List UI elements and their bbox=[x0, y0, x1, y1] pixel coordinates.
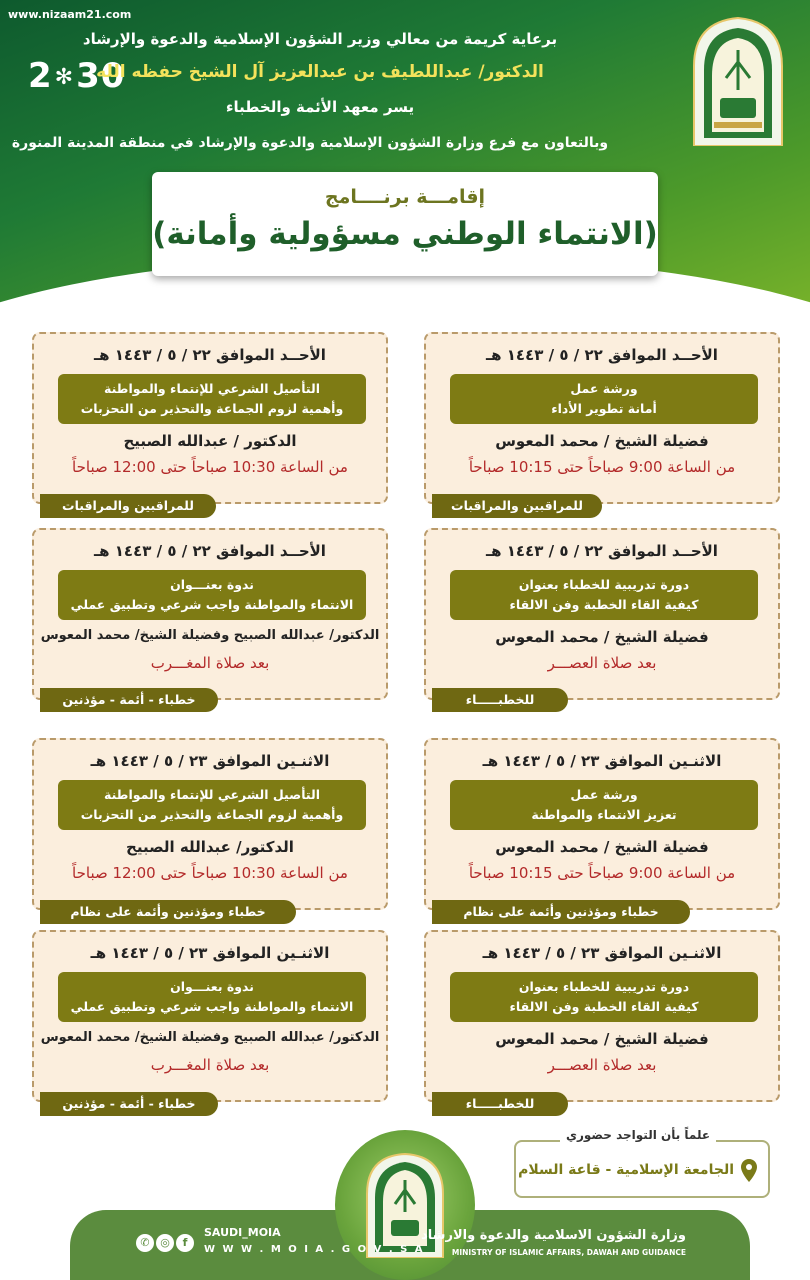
event-time: من الساعة 9:00 صباحاً حتى 10:15 صباحاً bbox=[468, 864, 736, 882]
social-handle[interactable]: SAUDI_MOIA bbox=[204, 1226, 281, 1239]
vision-2030-emblem: ✻ bbox=[54, 65, 75, 90]
event-date: الاثنـين الموافق ٢٣ / ٥ / ١٤٤٣ هـ bbox=[482, 752, 722, 770]
event-topic-line: وأهمية لزوم الجماعة والتحذير من التحزبات bbox=[80, 401, 344, 416]
event-date: الاثنـين الموافق ٢٣ / ٥ / ١٤٤٣ هـ bbox=[90, 752, 330, 770]
minister-name: الدكتور/ عبداللطيف بن عبدالعزيز آل الشيخ حفظه الله bbox=[96, 62, 544, 82]
event-topic bbox=[450, 570, 758, 620]
event-presenter: الدكتور / عبدالله الصبيح bbox=[123, 432, 297, 450]
location-text: الجامعة الإسلامية - قاعة السلام bbox=[518, 1162, 734, 1178]
ministry-name-en: MINISTRY OF ISLAMIC AFFAIRS, DAWAH AND GUIDANCE bbox=[451, 1248, 686, 1257]
audience-tag: خطباء ومؤذنين وأئمة على نظام bbox=[432, 900, 690, 924]
event-time: بعد صلاة المغـــرب bbox=[150, 654, 270, 672]
event-topic-line: كيفية القاء الخطبة وفن الالقاء bbox=[509, 999, 699, 1014]
event-card bbox=[424, 332, 780, 504]
event-date: الأحــد الموافق ٢٢ / ٥ / ١٤٤٣ هـ bbox=[94, 346, 326, 364]
event-presenter: فضيلة الشيخ / محمد المعوس bbox=[495, 432, 709, 450]
program-title: (الانتماء الوطني مسؤولية وأمانة) bbox=[152, 216, 658, 252]
event-presenter: الدكتور/ عبدالله الصبيح وفضيلة الشيخ/ محمد المعوس bbox=[40, 628, 380, 643]
event-topic-line: أمانة تطوير الأداء bbox=[551, 401, 657, 416]
event-topic bbox=[58, 780, 366, 830]
institute-line: يسر معهد الأئمة والخطباء bbox=[225, 98, 415, 116]
facebook-icon[interactable]: f bbox=[176, 1234, 194, 1252]
audience-tag: للخطبـــــاء bbox=[432, 688, 568, 712]
event-topic-line: كيفية القاء الخطبة وفن الالقاء bbox=[509, 597, 699, 612]
event-presenter: الدكتور/ عبدالله الصبيح وفضيلة الشيخ/ محمد المعوس bbox=[40, 1030, 380, 1045]
event-topic-line: ورشة عمل bbox=[570, 381, 638, 396]
event-presenter: فضيلة الشيخ / محمد المعوس bbox=[495, 838, 709, 856]
location-box bbox=[514, 1140, 770, 1198]
audience-tag: خطباء ومؤذنين وأئمة على نظام bbox=[40, 900, 296, 924]
vision-2030-right: 30 bbox=[76, 56, 126, 96]
event-topic-line: وأهمية لزوم الجماعة والتحذير من التحزبات bbox=[80, 807, 344, 822]
audience-tag: خطباء - أئمة - مؤذنين bbox=[40, 688, 218, 712]
event-card bbox=[32, 528, 388, 700]
event-topic bbox=[58, 972, 366, 1022]
patronage-line: برعاية كريمة من معالي وزير الشؤون الإسلامية والدعوة والإرشاد bbox=[82, 30, 558, 48]
audience-tag: للخطبـــــاء bbox=[432, 1092, 568, 1116]
audience-tag: للمراقبين والمراقبات bbox=[40, 494, 216, 518]
event-topic bbox=[450, 374, 758, 424]
event-date: الاثنـين الموافق ٢٣ / ٥ / ١٤٤٣ هـ bbox=[90, 944, 330, 962]
event-topic-line: دورة تدريبية للخطباء بعنوان bbox=[518, 577, 690, 592]
event-topic-line: ندوة بعنـــوان bbox=[170, 979, 254, 994]
event-date: الأحــد الموافق ٢٢ / ٥ / ١٤٤٣ هـ bbox=[486, 542, 718, 560]
event-time: من الساعة 9:00 صباحاً حتى 10:15 صباحاً bbox=[468, 458, 736, 476]
event-topic-line: التأصيل الشرعي للإنتماء والمواطنة bbox=[104, 381, 320, 396]
event-date: الأحــد الموافق ٢٢ / ٥ / ١٤٤٣ هـ bbox=[486, 346, 718, 364]
event-presenter: الدكتور/ عبدالله الصبيح bbox=[126, 838, 294, 856]
whatsapp-icon[interactable]: ✆ bbox=[136, 1234, 154, 1252]
event-time: بعد صلاة المغـــرب bbox=[150, 1056, 270, 1074]
event-card bbox=[32, 332, 388, 504]
event-date: الأحــد الموافق ٢٢ / ٥ / ١٤٤٣ هـ bbox=[94, 542, 326, 560]
instagram-icon[interactable]: ◎ bbox=[156, 1234, 174, 1252]
event-topic bbox=[58, 570, 366, 620]
event-topic-line: تعزيز الانتماء والمواطنة bbox=[531, 807, 677, 822]
event-time: بعد صلاة العصـــر bbox=[547, 1056, 657, 1074]
event-topic-line: الانتماء والمواطنة واجب شرعي وتطبيق عملي bbox=[70, 999, 354, 1014]
cooperation-line: وبالتعاون مع فرع وزارة الشؤون الإسلامية والدعوة والإرشاد في منطقة المدينة المنورة bbox=[11, 135, 609, 151]
event-topic-line: التأصيل الشرعي للإنتماء والمواطنة bbox=[104, 787, 320, 802]
location-pin-icon bbox=[740, 1158, 758, 1184]
audience-tag: للمراقبين والمراقبات bbox=[432, 494, 602, 518]
event-time: من الساعة 10:30 صباحاً حتى 12:00 صباحاً bbox=[72, 458, 348, 476]
event-card bbox=[424, 738, 780, 910]
event-topic-line: الانتماء والمواطنة واجب شرعي وتطبيق عملي bbox=[70, 597, 354, 612]
event-card bbox=[424, 930, 780, 1102]
ministry-name-ar: وزارة الشؤون الاسلامية والدعوة والارشاد bbox=[421, 1228, 686, 1243]
event-topic bbox=[450, 972, 758, 1022]
vision-2030-left: 2 bbox=[28, 56, 53, 96]
event-topic bbox=[58, 374, 366, 424]
event-card bbox=[424, 528, 780, 700]
attendance-note: علماً بأن التواجد حضوري bbox=[560, 1128, 716, 1142]
audience-tag: خطباء - أئمة - مؤذنين bbox=[40, 1092, 218, 1116]
event-presenter: فضيلة الشيخ / محمد المعوس bbox=[495, 1030, 709, 1048]
website-link[interactable]: W W W . M O I A . G O V . S A bbox=[204, 1244, 425, 1255]
event-topic-line: ندوة بعنـــوان bbox=[170, 577, 254, 592]
event-topic bbox=[450, 780, 758, 830]
event-card bbox=[32, 738, 388, 910]
event-topic-line: دورة تدريبية للخطباء بعنوان bbox=[518, 979, 690, 994]
program-title-small: إقامـــة برنــــامج bbox=[324, 186, 486, 208]
event-time: من الساعة 10:30 صباحاً حتى 12:00 صباحاً bbox=[72, 864, 348, 882]
event-date: الاثنـين الموافق ٢٣ / ٥ / ١٤٤٣ هـ bbox=[482, 944, 722, 962]
event-card bbox=[32, 930, 388, 1102]
site-url[interactable]: www.nizaam21.com bbox=[8, 8, 132, 21]
event-time: بعد صلاة العصـــر bbox=[547, 654, 657, 672]
event-topic-line: ورشة عمل bbox=[570, 787, 638, 802]
event-presenter: فضيلة الشيخ / محمد المعوس bbox=[495, 628, 709, 646]
